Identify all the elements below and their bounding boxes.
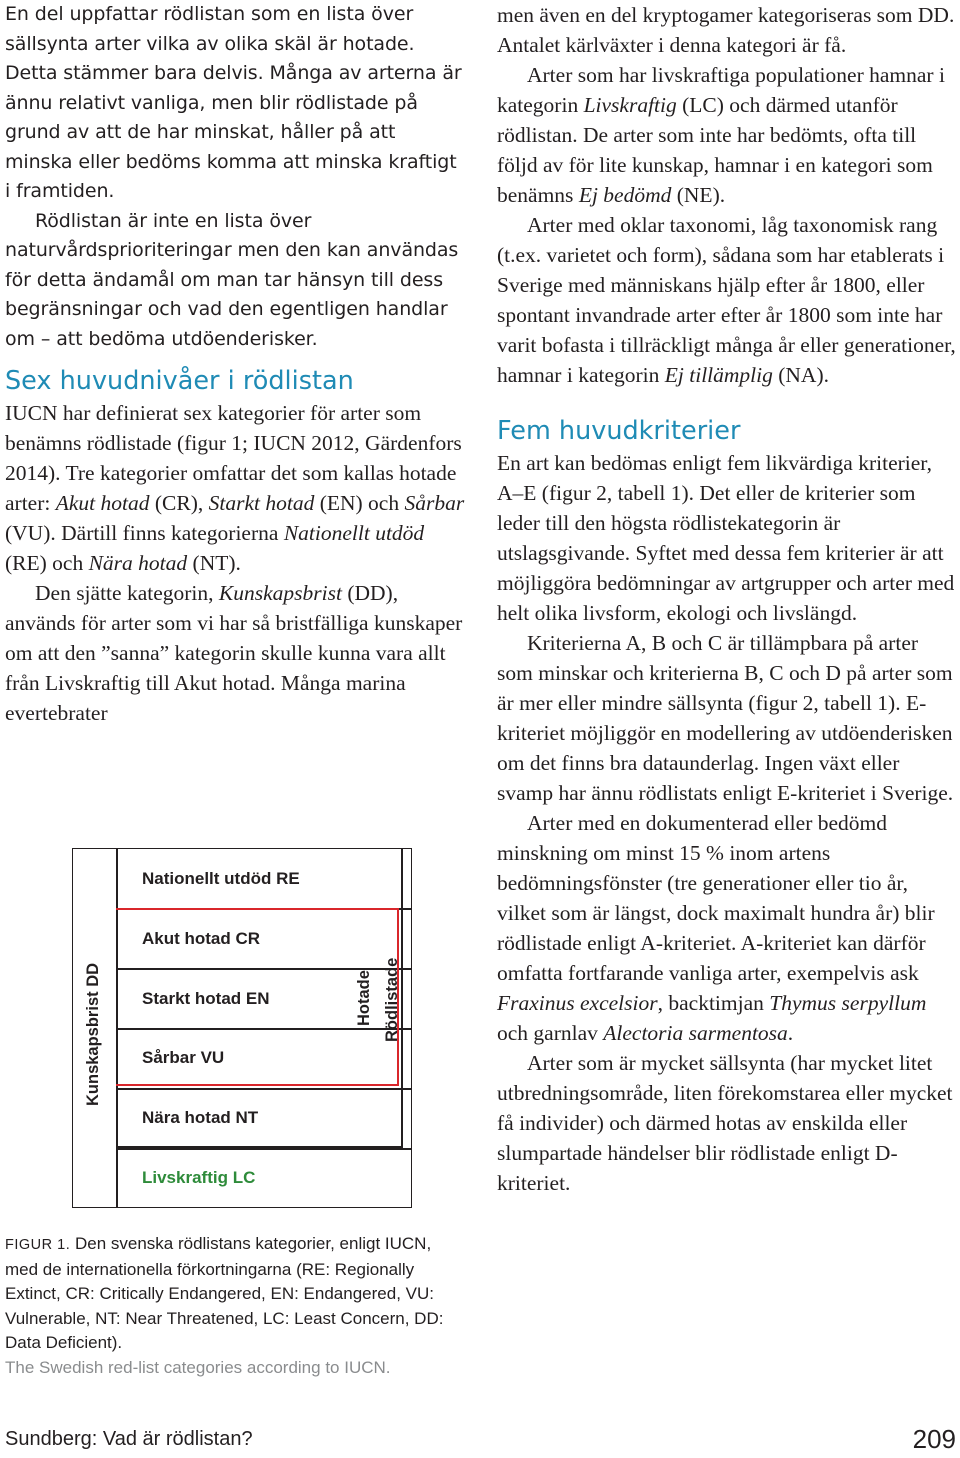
- caption-label: FIGUR 1.: [5, 1237, 71, 1253]
- paragraph-naturvard: Rödlistan är inte en lista över naturvårdsprioriteringar men den kan användas för detta ändamål om man tar hänsyn till dess begränsningar och vad den egentligen handlar om – att bedöma utdöenderisker.: [5, 209, 459, 350]
- label-kunskapsbrist-dd: Kunskapsbrist DD: [84, 962, 102, 1106]
- paragraph-kunskapsbrist: Den sjätte kategorin, Kunskapsbrist (DD), används för arter som vi har så bristfälliga kunskaper om att den ”sanna” kategorin skulle kunna vara allt från Livskraftig till Akut hotad. Många marina evertebrater: [5, 581, 463, 725]
- paragraph-d-kriteriet: Arter som är mycket sällsynta (har mycket litet utbredningsområde, liten förekomstarea eller mycket få individer) och därmed hotas av enskilda eller slumpartade händelser blir rödlistade enligt D-kriteriet.: [497, 1051, 953, 1195]
- paragraph-kriterier-abc: Kriterierna A, B och C är tillämpbara på arter som minskar och kriterierna B, C och D på arter som är mer eller mindre sällsynta (figur 2, tabell 1). E-kriteriet möjliggör en modellering av utdöenderisken om det finns bra dataunderlag. Ingen växt eller svamp har ännu rödlistats enligt E-kriteriet i Sverige.: [497, 631, 954, 805]
- heading-sex-huvudnivaer: Sex huvudnivåer i rödlistan: [5, 366, 354, 396]
- paragraph-livskraftig: Arter som har livskraftiga populationer hamnar i kategorin Livskraftig (LC) och därmed utanför rödlistan. De arter som inte har bedömts, ofta till följd av för lite kunskap, hamnar i en kategori som benämns Ej bedömd (NE).: [497, 63, 945, 207]
- paragraph-kryptogamer: men även en del kryptogamer kategoriseras som DD. Antalet kärlväxter i denna kategori är få.: [497, 3, 955, 57]
- paragraph-intro: En del uppfattar rödlistan som en lista över sällsynta arter vilka av olika skäl är hotade. Detta stämmer bara delvis. Många av arterna är ännu relativt vanliga, men blir rödlistade på grund av att de har minskat, håller på att minska eller bedöms komma att minska kraftigt i framtiden.: [5, 3, 462, 202]
- category-re: Nationellt utdöd RE: [142, 869, 300, 888]
- heading-fem-huvudkriterier: Fem huvudkriterier: [497, 416, 741, 446]
- figure-row-divider: [116, 1148, 412, 1150]
- caption-text: Den svenska rödlistans kategorier, enligt IUCN, med de internationella förkortningarna (RE: Regionally Extinct, CR: Critically Endangered, EN: Endangered, VU: Vulnerable, NT: Near Threatened, LC: Least Concern, DD: Data Deficient).: [5, 1234, 444, 1352]
- page-number: 209: [912, 1424, 956, 1454]
- left-column: [5, 0, 467, 728]
- category-en: Starkt hotad EN: [142, 989, 270, 1008]
- category-cr: Akut hotad CR: [142, 929, 261, 948]
- caption-english: The Swedish red-list categories according to IUCN.: [5, 1357, 391, 1377]
- label-rodlistade: Rödlistade: [383, 957, 401, 1042]
- category-nt: Nära hotad NT: [142, 1108, 259, 1127]
- running-title: Sundberg: Vad är rödlistan?: [5, 1428, 253, 1450]
- label-hotade: Hotade: [355, 970, 373, 1026]
- paragraph-fem-kriterier: En art kan bedömas enligt fem likvärdiga kriterier, A–E (figur 2, tabell 1). Det eller de kriterier som leder till den högsta rödlistekategorin är utslagsgivande. Syftet med dessa fem kriterier är att möjliggöra bedömningar av artgrupper och arter med helt olika livsform, ekologi och livslängd.: [497, 451, 955, 625]
- category-vu: Sårbar VU: [142, 1048, 225, 1067]
- paragraph-a-kriteriet: Arter med en dokumenterad eller bedömd minskning om minst 15 % inom artens bedömningsfönster (tre generationer eller tio år, vilket som är längst, dock maximalt hundra år) blir rödlistade enligt A-kriteriet. A-kriteriet kan därför omfatta fortfarande vanliga arter, exempelvis ask Fraxinus excelsior, backtimjan Thymus serpyllum och garnlav Alectoria sarmentosa.: [497, 811, 935, 1045]
- category-lc: Livskraftig LC: [142, 1168, 256, 1187]
- paragraph-iucn-categories: IUCN har definierat sex kategorier för arter som benämns rödlistade (figur 1; IUCN 2012, Gärdenfors 2014). Tre kategorier omfattar det som kallas hotade arter: Akut hotad (CR), Starkt hotad (EN) och Sårbar (VU). Därtill finns kategorierna Nationellt utdöd (RE) och Nära hotad (NT).: [5, 401, 465, 575]
- right-column: [497, 0, 959, 1198]
- paragraph-ej-tillamplig: Arter med oklar taxonomi, låg taxonomisk rang (t.ex. varietet och form), sådana som har etablerats i Sverige med människans hjälp efter år 1800, eller spontant invandrade arter efter år 1800 som inte har varit bofasta i tillräckligt många år eller generationer, hamnar i kategorin Ej tillämplig (NA).: [497, 213, 956, 387]
- figure-caption: [5, 1232, 467, 1380]
- figure-redlist-categories: [72, 848, 412, 1208]
